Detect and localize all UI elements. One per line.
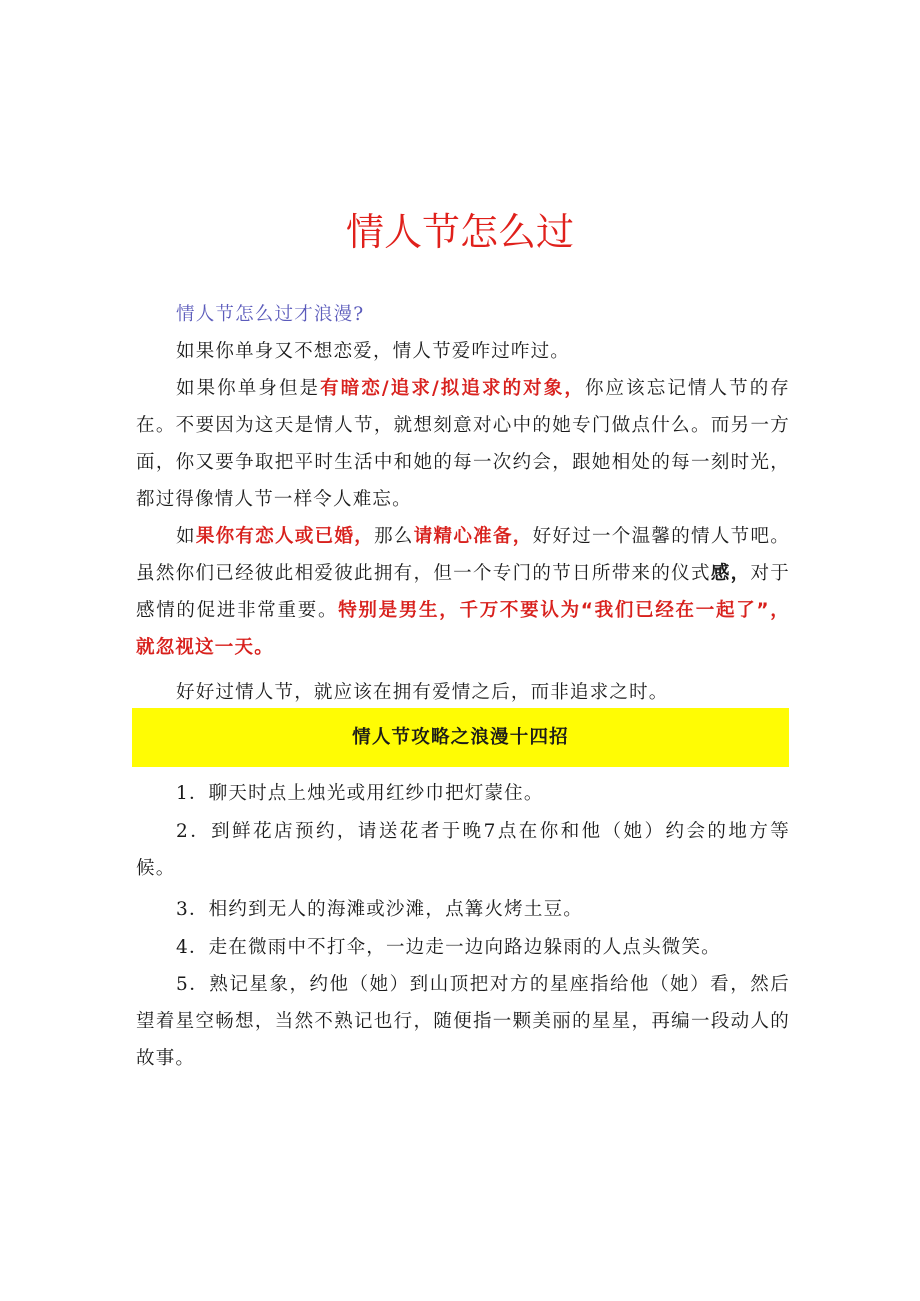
paragraph-couple-text-3: 对于感情的促进非常重要。	[136, 563, 791, 621]
paragraph-couple-text-1: 那么	[374, 526, 414, 547]
paragraph-couple-emphasis-3: 特别是男生，千万不要认为“我们已经在一起了”，就忽视这一天。	[136, 600, 790, 658]
paragraph-crush-lead: 如果你单身但是	[176, 378, 321, 399]
paragraph-couple-emphasis-1: 果你有恋人或已婚，	[195, 526, 375, 547]
list-item-3: 3．相约到无人的海滩或沙滩，点篝火烤土豆。	[176, 899, 583, 920]
list-item-4: 4．走在微雨中不打伞，一边走一边向路边躲雨的人点头微笑。	[176, 937, 721, 958]
paragraph-crush-body: 你应该忘记情人节的存在。不要因为这天是情人节，就想刻意对心中的她专门做点什么。而另一方面，你又要争取把平时生活中和她的每一次约会，跟她相处的每一刻时光，都过得像情人节一样令人难忘。	[136, 378, 790, 510]
section-banner: 情人节攻略之浪漫十四招	[132, 708, 789, 767]
paragraph-crush	[136, 370, 790, 518]
paragraph-conclusion: 好好过情人节，就应该在拥有爱情之后，而非追求之时。	[176, 682, 669, 703]
paragraph-couple-emphasis-2: 请精心准备，	[413, 526, 533, 547]
subtitle: 情人节怎么过才浪漫?	[176, 304, 365, 325]
paragraph-couple-lead: 如	[176, 526, 196, 547]
list-item-5: 5．熟记星象，约他（她）到山顶把对方的星座指给他（她）看，然后望着星空畅想，当然不熟记也行，随便指一颗美丽的星星，再编一段动人的故事。	[136, 974, 790, 1069]
list-item-1: 1．聊天时点上烛光或用红纱巾把灯蒙住。	[176, 783, 544, 804]
paragraph-single: 如果你单身又不想恋爱，情人节爱咋过咋过。	[176, 341, 571, 362]
paragraph-crush-emphasis: 有暗恋/追求/拟追求的对象，	[320, 378, 585, 399]
paragraph-couple-bold: 感，	[710, 563, 751, 584]
paragraph-couple	[136, 518, 790, 666]
paragraph-couple-text-2: 好好过一个温馨的情人节吧。虽然你们已经彼此相爱彼此拥有，但一个专门的节日所带来的仪式	[136, 526, 790, 584]
list-item-2: 2．到鲜花店预约，请送花者于晚7点在你和他（她）约会的地方等候。	[136, 821, 790, 879]
page-title: 情人节怎么过	[345, 210, 574, 254]
